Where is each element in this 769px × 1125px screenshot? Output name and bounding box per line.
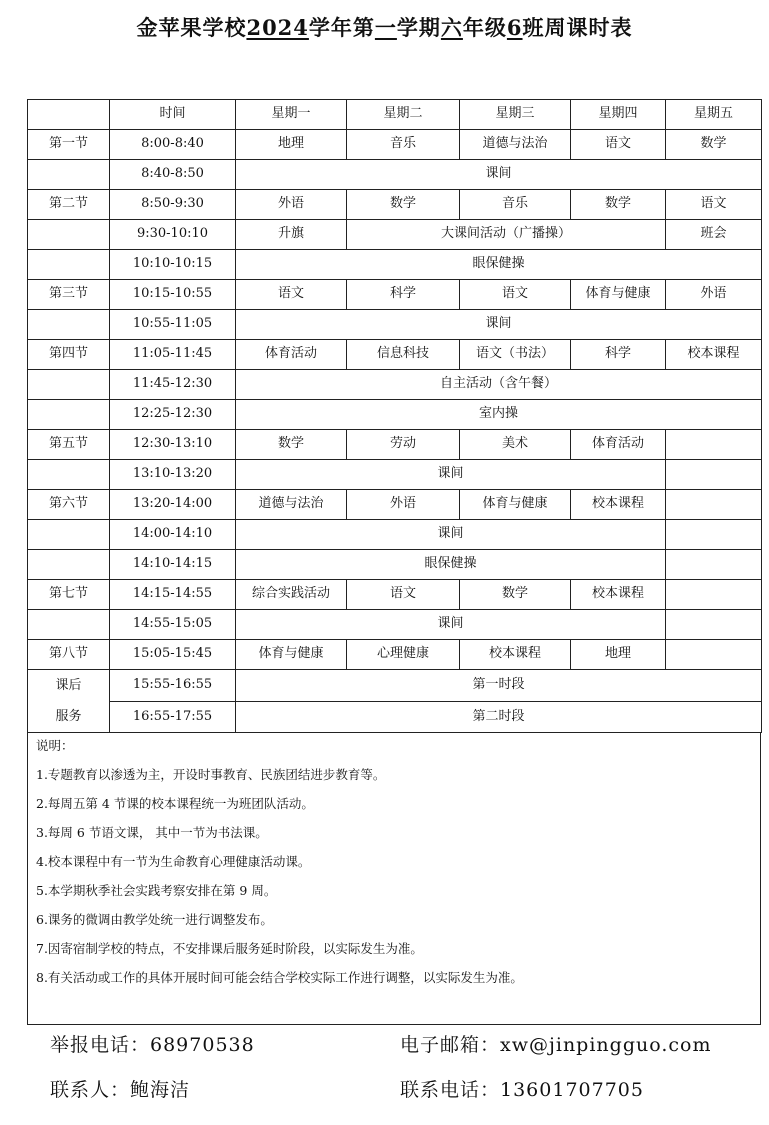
year-field: 2024 [246,15,309,40]
subject-cell: 数学 [236,430,347,460]
period-cell [28,610,110,640]
table-row [28,190,762,220]
period-cell: 第八节 [28,640,110,670]
header-cell: 星期二 [347,100,460,130]
time-cell: 12:25-12:30 [110,400,236,430]
table-row [28,130,762,160]
time-cell: 12:30-13:10 [110,430,236,460]
time-cell: 16:55-17:55 [110,701,236,733]
table-row [28,580,762,610]
time-cell: 11:45-12:30 [110,370,236,400]
subject-cell: 心理健康 [347,640,460,670]
subject-cell [666,520,762,550]
note-item: 4.校本课程中有一节为生命教育心理健康活动课。 [36,854,311,869]
table-row [28,160,762,190]
semester-field: 一 [374,15,397,40]
period-cell: 第五节 [28,430,110,460]
notes-title: 说明： [36,738,74,753]
period-cell: 第三节 [28,280,110,310]
time-cell: 10:10-10:15 [110,250,236,280]
subject-cell: 体育活动 [236,340,347,370]
service-row [28,701,762,733]
period-cell: 第四节 [28,340,110,370]
subject-cell: 校本课程 [571,490,666,520]
subject-cell: 语文 [347,580,460,610]
activity-cell: 第一时段 [236,670,762,702]
title-text: 学期 [396,15,441,40]
subject-cell: 语文 [460,280,571,310]
period-cell [28,520,110,550]
subject-cell: 音乐 [347,130,460,160]
subject-cell: 劳动 [347,430,460,460]
subject-cell: 信息科技 [347,340,460,370]
activity-cell: 眼保健操 [236,250,762,280]
activity-cell: 课间 [236,460,666,490]
period-cell [28,370,110,400]
subject-cell: 班会 [666,220,762,250]
subject-cell [666,610,762,640]
service-label: 课后 [55,678,82,693]
table-row [28,370,762,400]
subject-cell: 语文 [236,280,347,310]
school-name: 金苹果学校 [136,15,247,40]
period-cell [28,310,110,340]
table-row [28,460,762,490]
note-item: 8.有关活动或工作的具体开展时间可能会结合学校实际工作进行调整，以实际发生为准。 [36,970,523,985]
subject-cell: 数学 [571,190,666,220]
time-cell: 8:00-8:40 [110,130,236,160]
activity-cell: 课间 [236,610,666,640]
subject-cell: 科学 [571,340,666,370]
header-cell: 星期三 [460,100,571,130]
note-item: 6.课务的微调由教学处统一进行调整发布。 [36,912,273,927]
subject-cell: 道德与法治 [460,130,571,160]
contact-phone: 联系电话：13601707705 [400,1079,644,1101]
header-cell: 时间 [110,100,236,130]
time-cell: 8:40-8:50 [110,160,236,190]
subject-cell [666,580,762,610]
subject-cell: 语文（书法） [460,340,571,370]
class-field: 6 [506,15,523,40]
activity-cell: 大课间活动（广播操） [347,220,666,250]
period-cell: 第七节 [28,580,110,610]
subject-cell: 道德与法治 [236,490,347,520]
table-row [28,280,762,310]
header-row [28,100,762,130]
subject-cell: 体育与健康 [460,490,571,520]
subject-cell: 体育活动 [571,430,666,460]
period-cell [28,250,110,280]
activity-cell: 课间 [236,310,762,340]
period-cell: 第二节 [28,190,110,220]
subject-cell [666,430,762,460]
subject-cell: 校本课程 [666,340,762,370]
subject-cell: 音乐 [460,190,571,220]
report-phone: 举报电话：68970538 [50,1034,255,1056]
activity-cell: 自主活动（含午餐） [236,370,762,400]
activity-cell: 眼保健操 [236,550,666,580]
table-row [28,340,762,370]
period-cell: 第六节 [28,490,110,520]
time-cell: 14:15-14:55 [110,580,236,610]
subject-cell: 数学 [460,580,571,610]
activity-cell: 室内操 [236,400,762,430]
subject-cell: 校本课程 [460,640,571,670]
time-cell: 15:05-15:45 [110,640,236,670]
notes-box [27,732,761,1025]
corner-cell [28,100,110,130]
subject-cell: 外语 [666,280,762,310]
time-cell: 14:00-14:10 [110,520,236,550]
title-text: 年级 [462,15,507,40]
table-row [28,220,762,250]
subject-cell: 校本课程 [571,580,666,610]
note-item: 5.本学期秋季社会实践考察安排在第 9 周。 [36,883,277,898]
header-cell: 星期一 [236,100,347,130]
subject-cell: 科学 [347,280,460,310]
time-cell: 9:30-10:10 [110,220,236,250]
subject-cell [666,490,762,520]
time-cell: 8:50-9:30 [110,190,236,220]
subject-cell: 综合实践活动 [236,580,347,610]
period-cell: 第一节 [28,130,110,160]
time-cell: 15:55-16:55 [110,670,236,702]
time-cell: 14:55-15:05 [110,610,236,640]
table-row [28,400,762,430]
subject-cell: 数学 [666,130,762,160]
subject-cell: 升旗 [236,220,347,250]
period-cell [28,160,110,190]
service-label: 服务 [55,709,82,725]
grade-field: 六 [440,15,463,40]
note-item: 7.因寄宿制学校的特点，不安排课后服务延时阶段，以实际发生为准。 [36,941,423,956]
note-item: 2.每周五第 4 节课的校本课程统一为班团队活动。 [36,796,314,811]
timetable [27,99,762,733]
subject-cell [666,550,762,580]
subject-cell [666,460,762,490]
time-cell: 11:05-11:45 [110,340,236,370]
subject-cell [666,640,762,670]
table-row [28,520,762,550]
time-cell: 10:55-11:05 [110,310,236,340]
table-row [28,430,762,460]
subject-cell: 语文 [666,190,762,220]
activity-cell: 课间 [236,520,666,550]
title-text: 班周课时表 [522,15,633,40]
period-cell [28,220,110,250]
table-row [28,490,762,520]
header-cell: 星期四 [571,100,666,130]
activity-cell: 课间 [236,160,762,190]
period-cell [28,550,110,580]
table-row [28,250,762,280]
subject-cell: 外语 [347,490,460,520]
subject-cell: 数学 [347,190,460,220]
service-row [28,670,762,702]
time-cell: 14:10-14:15 [110,550,236,580]
period-cell [28,400,110,430]
table-row [28,550,762,580]
subject-cell: 语文 [571,130,666,160]
note-item: 1.专题教育以渗透为主，开设时事教育、民族团结进步教育等。 [36,767,386,782]
subject-cell: 美术 [460,430,571,460]
table-row [28,640,762,670]
activity-cell: 第二时段 [236,701,762,733]
contact-person: 联系人：鲍海洁 [50,1079,191,1101]
time-cell: 10:15-10:55 [110,280,236,310]
subject-cell: 体育与健康 [571,280,666,310]
page-title [0,12,769,42]
note-item: 3.每周 6 节语文课， 其中一节为书法课。 [36,825,268,840]
subject-cell: 外语 [236,190,347,220]
header-cell: 星期五 [666,100,762,130]
service-label-cell [28,670,110,733]
title-text: 学年第 [308,15,375,40]
subject-cell: 体育与健康 [236,640,347,670]
time-cell: 13:10-13:20 [110,460,236,490]
table-row [28,310,762,340]
period-cell [28,460,110,490]
time-cell: 13:20-14:00 [110,490,236,520]
subject-cell: 地理 [571,640,666,670]
contact-email: 电子邮箱：xw@jinpingguo.com [400,1034,712,1056]
table-row [28,610,762,640]
subject-cell: 地理 [236,130,347,160]
